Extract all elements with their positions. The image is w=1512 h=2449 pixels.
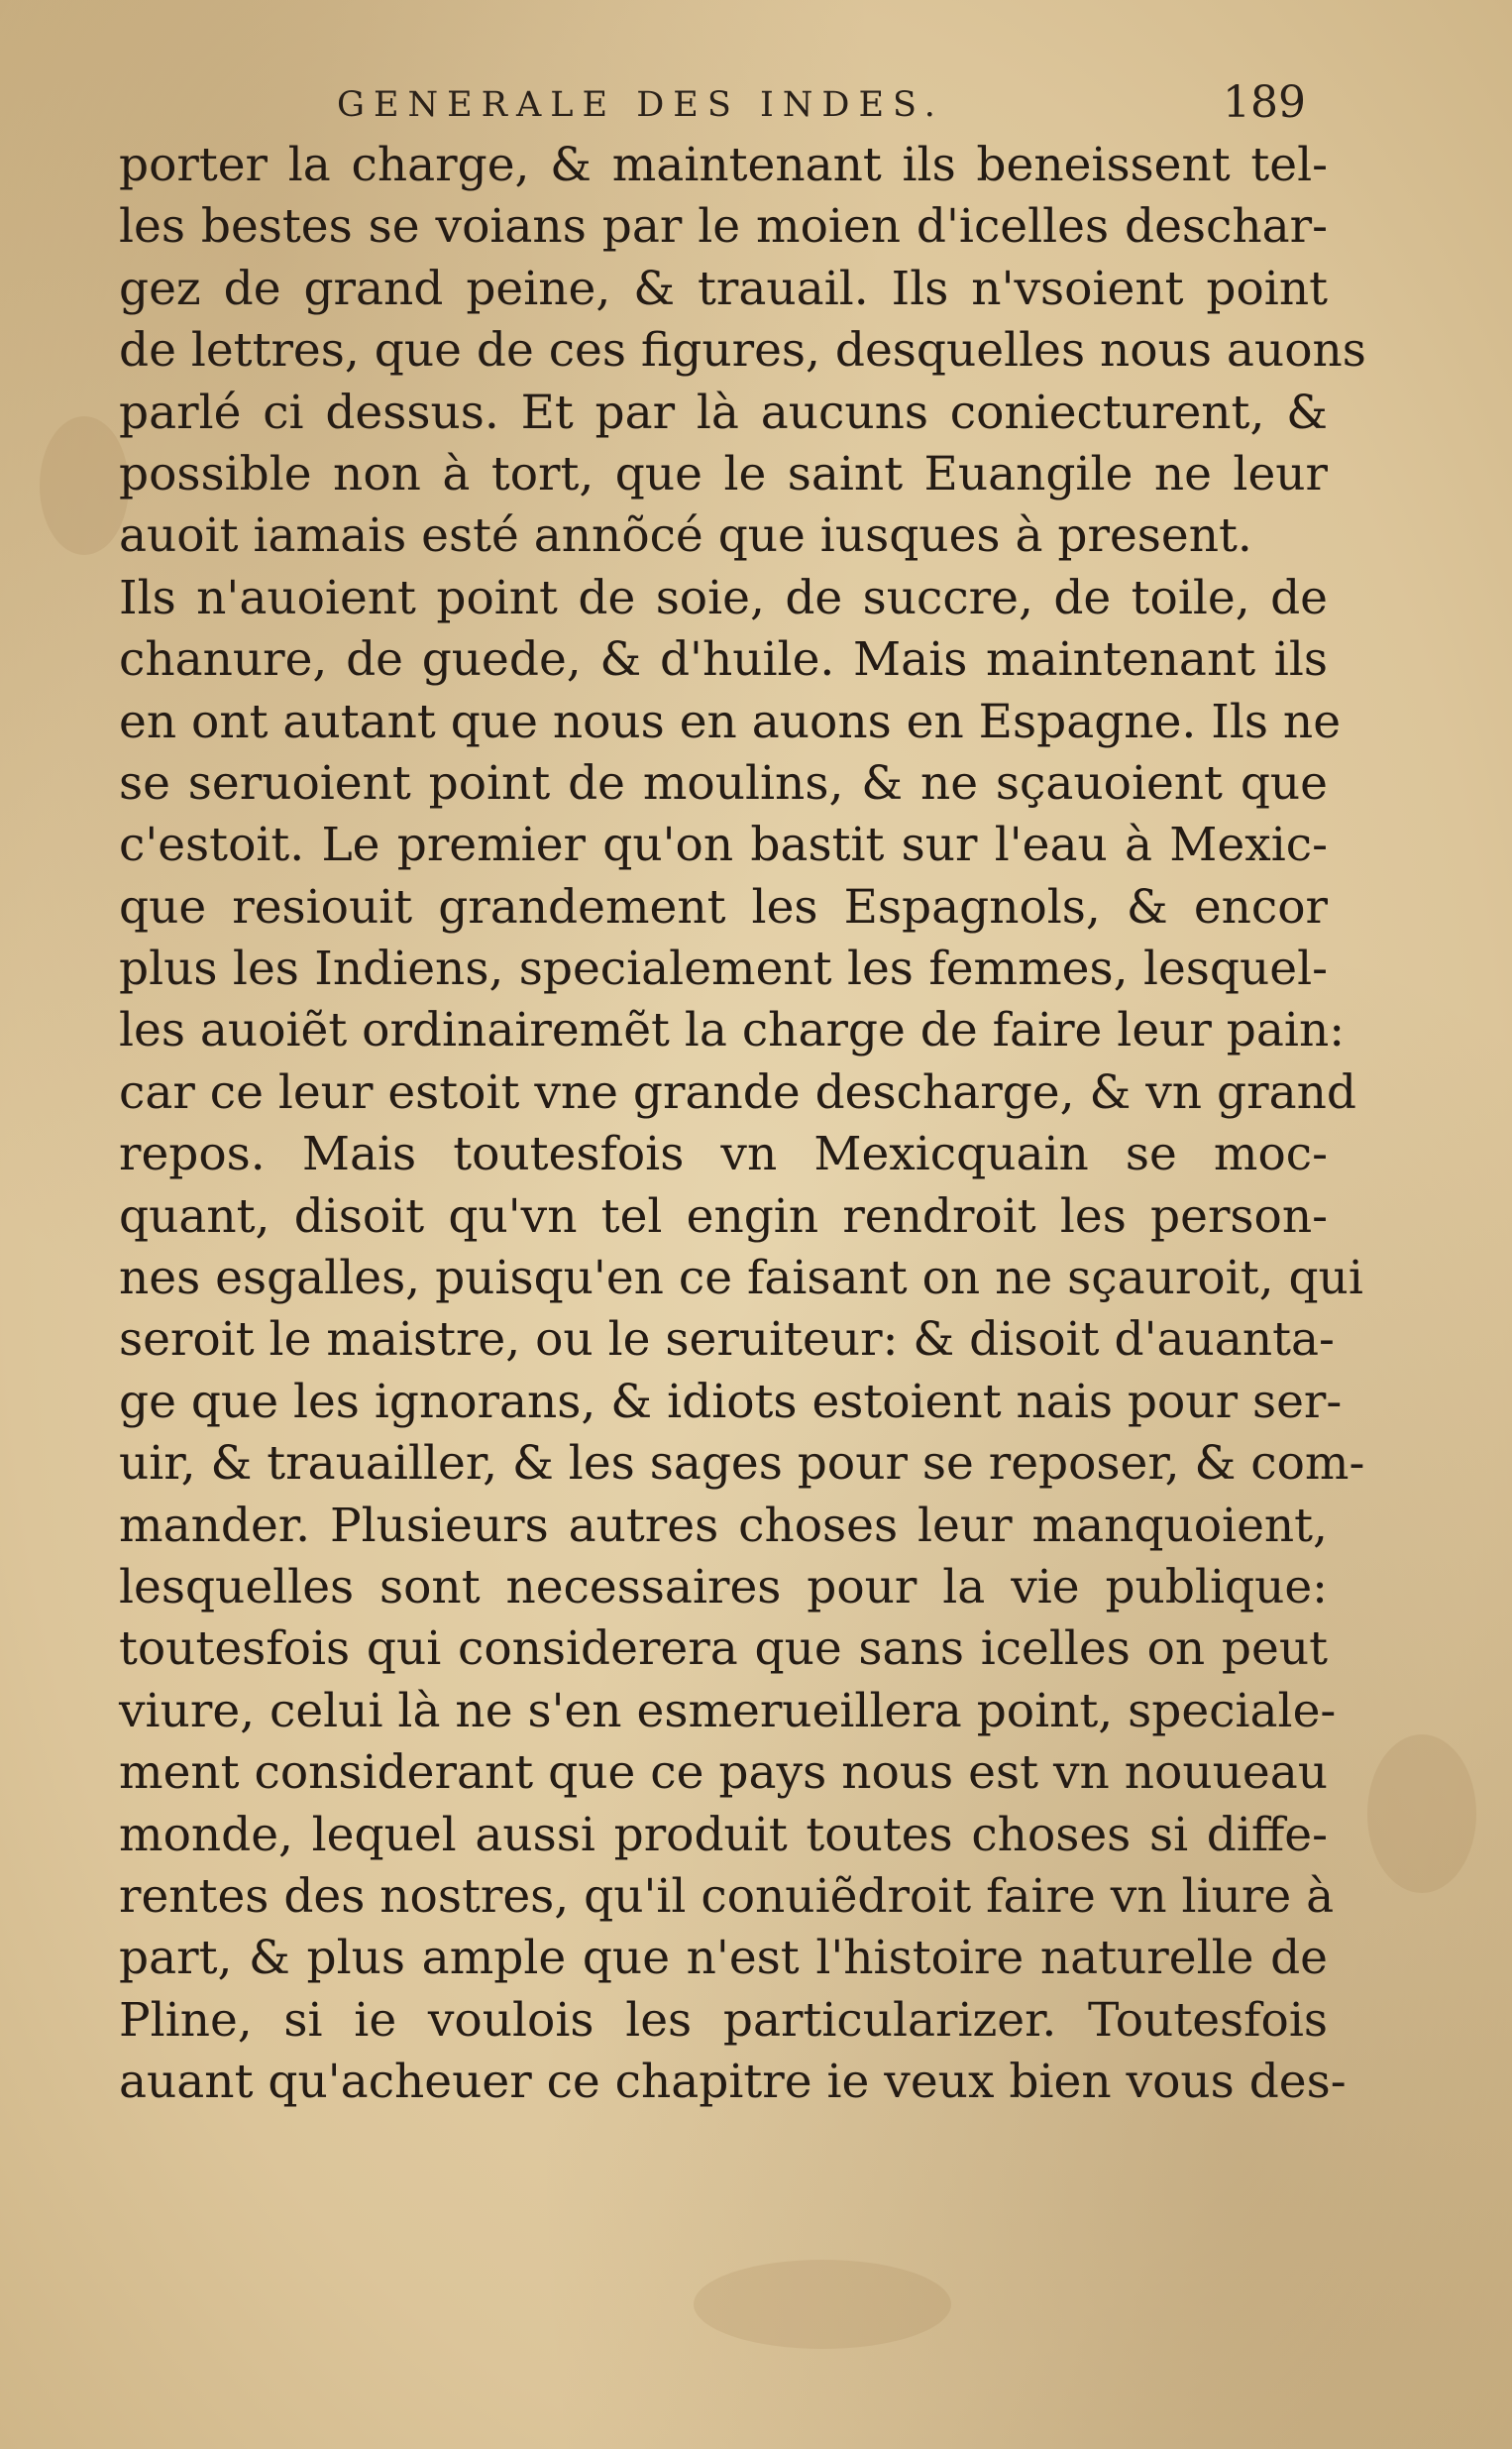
text-line: se seruoient point de moulins, & ne sçauoient que (119, 755, 1328, 811)
text-line: auant qu'acheuer ce chapitre ie veux bien vous des- (119, 2055, 1347, 2110)
text-line: monde, lequel aussi produit toutes choses si diffe- (119, 1807, 1328, 1862)
text-line: quant, disoit qu'vn tel engin rendroit les person- (119, 1188, 1328, 1244)
running-title: GENERALE DES INDES. (337, 85, 944, 125)
text-line: uir, & trauailler, & les sages pour se reposer, & com- (119, 1436, 1365, 1492)
text-line: porter la charge, & maintenant ils beneissent tel- (119, 138, 1328, 192)
text-line: mander. Plusieurs autres choses leur manquoient, (119, 1498, 1328, 1553)
text-line: les bestes se voians par le moien d'icelles deschar- (119, 199, 1328, 255)
text-line: ge que les ignorans, & idiots estoient nais pour ser- (119, 1374, 1343, 1429)
text-line: possible non à tort, que le saint Euangile ne leur (119, 446, 1328, 501)
text-line: Pline, si ie voulois les particularizer. Toutesfois (119, 1992, 1328, 2048)
text-line: repos. Mais toutesfois vn Mexicquain se moc- (119, 1127, 1328, 1182)
text-line: viure, celui là ne s'en esmerueillera point, speciale- (119, 1683, 1337, 1738)
text-line: en ont autant que nous en auons en Espagne. Ils ne (119, 694, 1342, 749)
text-line: que resiouit grandement les Espagnols, & encor (119, 879, 1328, 935)
text-line: part, & plus ample que n'est l'histoire naturelle de (119, 1931, 1328, 1986)
text-line: toutesfois qui considerera que sans icelles on peut (119, 1621, 1328, 1677)
text-line: gez de grand peine, & trauail. Ils n'vsoient point (119, 261, 1328, 316)
text-line: auoit iamais esté annõcé que iusques à present. (119, 508, 1252, 564)
text-line: ment considerant que ce pays nous est vn nouueau (119, 1745, 1328, 1801)
text-line: c'estoit. Le premier qu'on bastit sur l'eau à Mexic- (119, 818, 1328, 873)
text-line: parlé ci dessus. Et par là aucuns coniecturent, & (119, 385, 1328, 440)
paper-stain (694, 2260, 951, 2349)
text-line: les auoiẽt ordinairemẽt la charge de faire leur pain: (119, 1003, 1346, 1058)
text-line: chanure, de guede, & d'huile. Mais maintenant ils (119, 632, 1328, 688)
paper-stain (40, 416, 129, 555)
text-line: de lettres, que de ces figures, desquelles nous auons (119, 323, 1366, 379)
text-line: car ce leur estoit vne grande descharge, & vn grand (119, 1064, 1356, 1120)
paper-stain (1367, 1734, 1476, 1893)
text-line: plus les Indiens, specialement les femmes, lesquel- (119, 942, 1328, 997)
text-line: seroit le maistre, ou le seruiteur: & disoit d'auanta- (119, 1312, 1335, 1368)
text-line: rentes des nostres, qu'il conuiẽdroit faire vn liure à (119, 1868, 1335, 1924)
body-text (119, 135, 1366, 2114)
page-number: 189 (1223, 77, 1306, 128)
text-line: Ils n'auoient point de soie, de succre, de toile, de (119, 570, 1328, 625)
text-line: nes esgalles, puisqu'en ce faisant on ne sçauroit, qui (119, 1251, 1363, 1306)
text-line: lesquelles sont necessaires pour la vie publique: (119, 1559, 1328, 1614)
page-header (337, 77, 1328, 137)
